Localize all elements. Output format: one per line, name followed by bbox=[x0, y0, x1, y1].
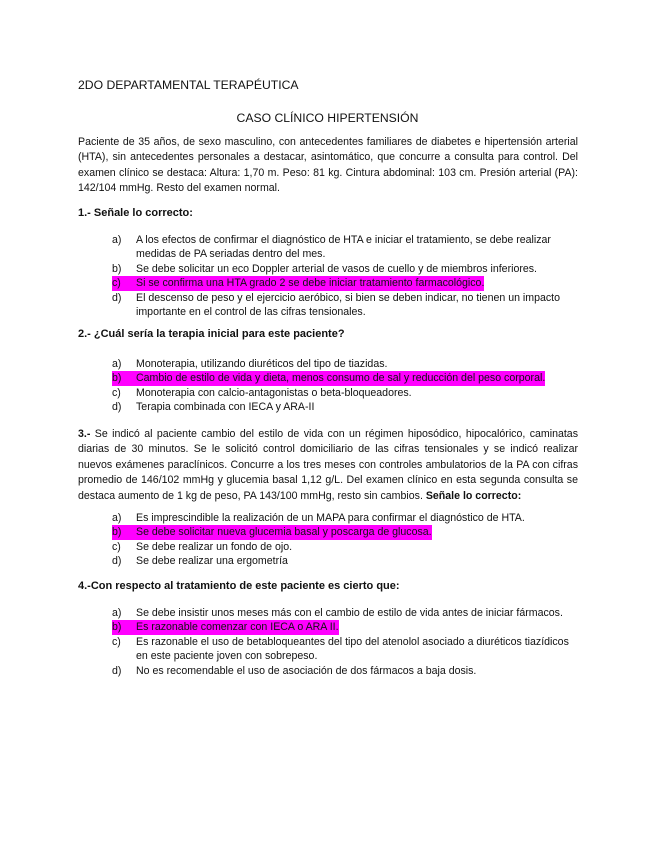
option-text: Monoterapia, utilizando diuréticos del tipo de tiazidas. bbox=[136, 358, 388, 370]
option-text: Es razonable comenzar con IECA o ARA II. bbox=[136, 621, 339, 634]
q1-option-a bbox=[112, 233, 582, 262]
option-letter: b) bbox=[112, 621, 122, 634]
option-text: Terapia combinada con IECA y ARA-II bbox=[136, 401, 315, 414]
option-text: Se debe realizar un fondo de ojo. bbox=[136, 540, 293, 553]
option-letter: c) bbox=[112, 635, 121, 648]
option-text: Es razonable el uso de betabloqueantes del tipo del atenolol asociado a diuréticos tiazídicos en este paciente joven con sobrepeso. bbox=[136, 635, 569, 663]
question-3-options bbox=[112, 511, 582, 569]
question-4-options bbox=[112, 606, 582, 678]
option-text: Cambio de estilo de vida y dieta, menos consumo de sal y reducción del peso corporal. bbox=[136, 372, 546, 385]
question-2-options bbox=[112, 357, 582, 415]
q1-option-d bbox=[112, 291, 582, 320]
question-4-title: 4.-Con respecto al tratamiento de este paciente es cierto que: bbox=[78, 580, 400, 592]
question-3-ask: Señale lo correcto: bbox=[425, 489, 522, 502]
option-text: No es recomendable el uso de asociación de dos fármacos a baja dosis. bbox=[136, 664, 477, 677]
option-text: Si se confirma una HTA grado 2 se debe iniciar tratamiento farmacológico. bbox=[136, 277, 485, 290]
q2-option-b-highlighted bbox=[112, 371, 545, 385]
option-letter: a) bbox=[112, 358, 122, 370]
q4-option-d bbox=[112, 664, 582, 678]
option-text: Se debe realizar una ergometría bbox=[136, 555, 288, 568]
question-2-title: 2.- ¿Cuál sería la terapia inicial para este paciente? bbox=[78, 328, 345, 340]
q3-option-b-highlighted bbox=[112, 525, 432, 539]
question-1-title: 1.- Señale lo correcto: bbox=[78, 207, 193, 219]
q3-option-d bbox=[112, 554, 582, 568]
q1-option-c-highlighted bbox=[112, 276, 484, 290]
option-letter: a) bbox=[112, 234, 122, 246]
option-letter: a) bbox=[112, 512, 122, 524]
q4-option-b-highlighted bbox=[112, 620, 339, 634]
option-letter: c) bbox=[112, 540, 121, 553]
q1-option-b bbox=[112, 262, 582, 276]
option-letter: c) bbox=[112, 386, 121, 399]
option-text: A los efectos de confirmar el diagnóstico de HTA e iniciar el tratamiento, se debe realizar medidas de PA seriadas dentro del mes. bbox=[136, 234, 551, 261]
option-letter: b) bbox=[112, 372, 122, 385]
option-text: Monoterapia con calcio-antagonistas o beta-bloqueadores. bbox=[136, 386, 412, 399]
question-1-options bbox=[112, 233, 582, 319]
option-letter: c) bbox=[112, 277, 121, 290]
option-letter: b) bbox=[112, 526, 122, 539]
case-description: Paciente de 35 años, de sexo masculino, con antecedentes familiares de diabetes e hipertensión arterial (HTA), sin antecedentes personales a destacar, asintomático, que concurre a consulta para control. Del examen clínico se destaca: Altura: 1,70 m. Peso: 81 kg. Cintura abdominal: 103 cm. Presión arterial (PA): 142/104 mmHg. Resto del examen normal. bbox=[78, 136, 578, 195]
question-3-body bbox=[78, 427, 578, 504]
q3-option-a bbox=[112, 511, 582, 525]
q4-option-c bbox=[112, 635, 582, 664]
option-letter: d) bbox=[112, 555, 122, 568]
question-3-text: Se indicó al paciente cambio del estilo de vida con un régimen hiposódico, hipocalórico, caminatas diarias de 30 minutos. Se le solicitó control domiciliario de las cifras tensionales y se indicó realizar nuevos exámenes paraclínicos. Concurre a los tres meses con controles ambulatorios de la PA con cifras promedio de 146/102 mmHg y glucemia basal 1,12 g/L. Del examen clínico en esta segunda consulta se destaca aumento de 1 kg de peso, PA 143/100 mmHg, resto sin cambios. bbox=[78, 428, 578, 502]
option-text: Se debe solicitar nueva glucemia basal y poscarga de glucosa. bbox=[136, 526, 432, 539]
q4-option-a bbox=[112, 606, 582, 620]
option-text: El descenso de peso y el ejercicio aeróbico, si bien se deben indicar, no tienen un impacto importante en el control de las cifras tensionales. bbox=[136, 291, 561, 319]
q2-option-c bbox=[112, 386, 582, 400]
option-letter: d) bbox=[112, 401, 122, 414]
option-text: Se debe insistir unos meses más con el cambio de estilo de vida antes de iniciar fármacos. bbox=[136, 607, 563, 619]
question-3-number: 3.- bbox=[78, 428, 91, 440]
option-text: Es imprescindible la realización de un MAPA para confirmar el diagnóstico de HTA. bbox=[136, 512, 525, 524]
option-letter: d) bbox=[112, 664, 122, 677]
q3-option-c bbox=[112, 540, 582, 554]
option-letter: b) bbox=[112, 262, 122, 275]
option-letter: a) bbox=[112, 607, 122, 619]
q2-option-d bbox=[112, 400, 582, 414]
option-text: Se debe solicitar un eco Doppler arterial de vasos de cuello y de miembros inferiores. bbox=[136, 262, 538, 275]
document-title: CASO CLÍNICO HIPERTENSIÓN bbox=[236, 111, 419, 125]
option-letter: d) bbox=[112, 291, 122, 304]
q2-option-a bbox=[112, 357, 582, 371]
document-header: 2DO DEPARTAMENTAL TERAPÉUTICA bbox=[78, 78, 299, 92]
